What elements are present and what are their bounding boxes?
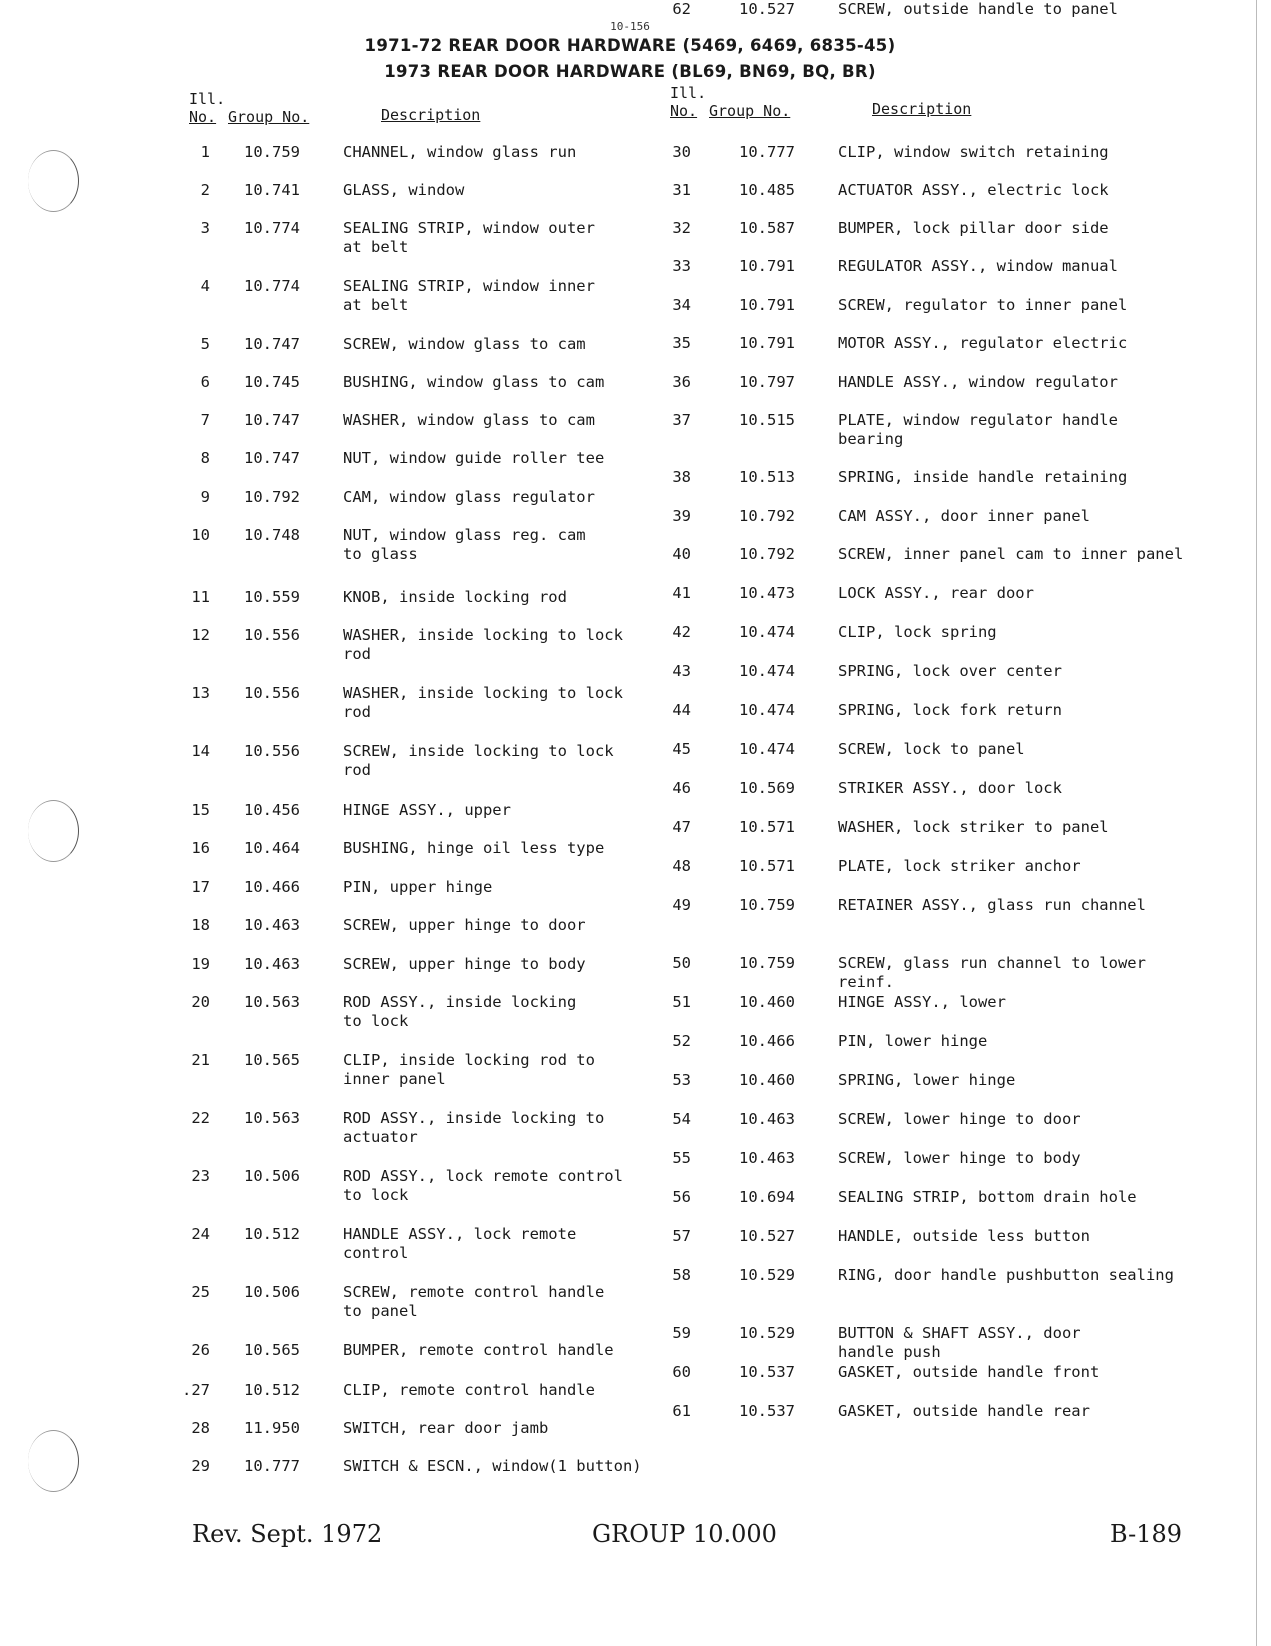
ill-number: 24 [191, 1225, 210, 1243]
part-description: BUTTON & SHAFT ASSY., door handle push [838, 1324, 1081, 1361]
part-description: CHANNEL, window glass run [343, 143, 577, 161]
punch-hole-top [28, 150, 79, 212]
part-description: SWITCH, rear door jamb [343, 1419, 549, 1437]
ill-no-header: No. [189, 108, 217, 126]
part-description: SPRING, lock over center [838, 662, 1062, 680]
group-number: 10.565 [244, 1341, 300, 1359]
group-number: 10.485 [739, 181, 795, 199]
ill-number: 8 [200, 449, 210, 467]
part-description: HANDLE, outside less button [838, 1227, 1090, 1245]
group-number: 10.791 [739, 296, 795, 314]
group-number: 10.745 [244, 373, 300, 391]
group-number: 10.460 [739, 1071, 795, 1089]
group-number: 10.759 [244, 143, 300, 161]
ill-header-line1-right: Ill. [670, 84, 707, 102]
ill-number: 13 [191, 684, 210, 702]
ill-number: 18 [191, 916, 210, 934]
group-number: 10.571 [739, 818, 795, 836]
group-number: 10.777 [739, 143, 795, 161]
part-description: HINGE ASSY., upper [343, 801, 511, 819]
group-number: 10.791 [739, 334, 795, 352]
part-description: SEALING STRIP, window outer at belt [343, 219, 595, 256]
part-description: SPRING, inside handle retaining [838, 468, 1128, 486]
part-description: WASHER, lock striker to panel [838, 818, 1109, 836]
ill-number: 31 [672, 181, 691, 199]
part-description: SPRING, lower hinge [838, 1071, 1016, 1089]
group-number: 10.556 [244, 626, 300, 644]
ill-number: 22 [191, 1109, 210, 1127]
part-description: BUMPER, lock pillar door side [838, 219, 1109, 237]
ill-number: 35 [672, 334, 691, 352]
part-description: SCREW, lower hinge to body [838, 1149, 1081, 1167]
part-description: SCREW, lower hinge to door [838, 1110, 1081, 1128]
part-description: SCREW, inner panel cam to inner panel [838, 545, 1184, 563]
group-number: 10.464 [244, 839, 300, 857]
ill-number: 47 [672, 818, 691, 836]
punch-hole-bottom [28, 1430, 79, 1492]
group-number: 10.515 [739, 411, 795, 429]
group-number: 10.512 [244, 1225, 300, 1243]
group-no-header-right: Group No. [709, 102, 791, 120]
ill-number: 54 [672, 1110, 691, 1128]
ill-number: 50 [672, 954, 691, 972]
group-no-header: Group No. [228, 108, 310, 126]
ill-number: 12 [191, 626, 210, 644]
ill-number: 44 [672, 701, 691, 719]
ill-number: 5 [200, 335, 210, 353]
part-description: SCREW, upper hinge to body [343, 955, 586, 973]
group-number: 10.792 [244, 488, 300, 506]
ill-number: 55 [672, 1149, 691, 1167]
ill-number: 58 [672, 1266, 691, 1284]
part-description: SWITCH & ESCN., window(1 button) [343, 1457, 642, 1475]
ill-number: 14 [191, 742, 210, 760]
ill-number: 49 [672, 896, 691, 914]
group-number: 10.460 [739, 993, 795, 1011]
group-number: 10.506 [244, 1283, 300, 1301]
part-description: STRIKER ASSY., door lock [838, 779, 1062, 797]
part-description: ACTUATOR ASSY., electric lock [838, 181, 1109, 199]
part-description: CLIP, window switch retaining [838, 143, 1109, 161]
part-description: PLATE, window regulator handle bearing [838, 411, 1118, 448]
group-number: 10.748 [244, 526, 300, 544]
group-number: 10.774 [244, 277, 300, 295]
ill-number: 21 [191, 1051, 210, 1069]
group-number: 10.559 [244, 588, 300, 606]
ill-number: 30 [672, 143, 691, 161]
ill-number: 38 [672, 468, 691, 486]
group-number: 10.463 [739, 1149, 795, 1167]
group-number: 10.792 [739, 507, 795, 525]
group-number: 10.513 [739, 468, 795, 486]
group-number: 10.474 [739, 701, 795, 719]
part-description: CLIP, lock spring [838, 623, 997, 641]
ill-number: 48 [672, 857, 691, 875]
part-description: MOTOR ASSY., regulator electric [838, 334, 1128, 352]
ill-number: 20 [191, 993, 210, 1011]
group-number: 10.563 [244, 1109, 300, 1127]
ill-number: 6 [200, 373, 210, 391]
ill-number: 43 [672, 662, 691, 680]
footer-group: GROUP 10.000 [592, 1520, 777, 1548]
part-description: SCREW, window glass to cam [343, 335, 586, 353]
part-description: WASHER, inside locking to lock rod [343, 626, 623, 663]
ill-number: 40 [672, 545, 691, 563]
group-number: 10.529 [739, 1266, 795, 1284]
part-description: BUMPER, remote control handle [343, 1341, 614, 1359]
part-description: SCREW, lock to panel [838, 740, 1025, 758]
group-number: 10.797 [739, 373, 795, 391]
group-number: 10.527 [739, 0, 795, 18]
part-description: BUSHING, hinge oil less type [343, 839, 605, 857]
group-number: 10.569 [739, 779, 795, 797]
group-number: 10.537 [739, 1402, 795, 1420]
group-number: 11.950 [244, 1419, 300, 1437]
ill-number: 62 [672, 0, 691, 18]
part-description: HINGE ASSY., lower [838, 993, 1006, 1011]
part-description: GASKET, outside handle front [838, 1363, 1100, 1381]
ill-number: 57 [672, 1227, 691, 1245]
ill-number: 28 [191, 1419, 210, 1437]
ill-number: 51 [672, 993, 691, 1011]
part-description: RETAINER ASSY., glass run channel [838, 896, 1146, 914]
group-number: 10.527 [739, 1227, 795, 1245]
part-description: CLIP, inside locking rod to inner panel [343, 1051, 595, 1088]
ill-number: 9 [200, 488, 210, 506]
ill-number: 19 [191, 955, 210, 973]
ill-number: 60 [672, 1363, 691, 1381]
group-number: 10.747 [244, 335, 300, 353]
ill-number: 39 [672, 507, 691, 525]
group-number: 10.694 [739, 1188, 795, 1206]
part-description: SCREW, upper hinge to door [343, 916, 586, 934]
group-number: 10.759 [739, 896, 795, 914]
group-number: 10.571 [739, 857, 795, 875]
ill-header-line1: Ill. [189, 90, 226, 108]
group-number: 10.466 [739, 1032, 795, 1050]
footer-revision: Rev. Sept. 1972 [192, 1520, 383, 1548]
ill-number: 32 [672, 219, 691, 237]
part-description: SCREW, regulator to inner panel [838, 296, 1128, 314]
part-description: SPRING, lock fork return [838, 701, 1062, 719]
ill-number: 1 [200, 143, 210, 161]
group-number: 10.565 [244, 1051, 300, 1069]
group-number: 10.456 [244, 801, 300, 819]
group-number: 10.537 [739, 1363, 795, 1381]
ill-number: 52 [672, 1032, 691, 1050]
part-description: GASKET, outside handle rear [838, 1402, 1090, 1420]
group-number: 10.463 [244, 916, 300, 934]
group-number: 10.759 [739, 954, 795, 972]
part-description: LOCK ASSY., rear door [838, 584, 1034, 602]
ill-number: 41 [672, 584, 691, 602]
part-description: GLASS, window [343, 181, 465, 199]
part-description: SCREW, inside locking to lock rod [343, 742, 614, 779]
part-description: SCREW, outside handle to panel [838, 0, 1118, 18]
ill-number: 56 [672, 1188, 691, 1206]
group-number: 10.474 [739, 662, 795, 680]
ill-number: 42 [672, 623, 691, 641]
part-description: SEALING STRIP, window inner at belt [343, 277, 595, 314]
part-description: CAM ASSY., door inner panel [838, 507, 1090, 525]
group-number: 10.529 [739, 1324, 795, 1342]
part-description: CAM, window glass regulator [343, 488, 595, 506]
page-reference: 10-156 [610, 20, 650, 33]
description-header-right: Description [872, 100, 972, 118]
ill-number: 29 [191, 1457, 210, 1475]
group-number: 10.774 [244, 219, 300, 237]
ill-number: 34 [672, 296, 691, 314]
ill-number: 16 [191, 839, 210, 857]
ill-number: 25 [191, 1283, 210, 1301]
group-number: 10.474 [739, 740, 795, 758]
part-description: ROD ASSY., lock remote control to lock [343, 1167, 623, 1204]
group-number: 10.741 [244, 181, 300, 199]
group-number: 10.556 [244, 684, 300, 702]
part-description: PIN, upper hinge [343, 878, 493, 896]
punch-hole-middle [28, 800, 79, 862]
part-description: SCREW, remote control handle to panel [343, 1283, 605, 1320]
part-description: WASHER, inside locking to lock rod [343, 684, 623, 721]
group-number: 10.463 [739, 1110, 795, 1128]
page-title-line2: 1973 REAR DOOR HARDWARE (BL69, BN69, BQ, BR) [384, 62, 876, 81]
description-header: Description [381, 106, 481, 124]
group-number: 10.512 [244, 1381, 300, 1399]
group-number: 10.777 [244, 1457, 300, 1475]
ill-number: 45 [672, 740, 691, 758]
part-description: PLATE, lock striker anchor [838, 857, 1081, 875]
group-number: 10.747 [244, 449, 300, 467]
ill-number: 61 [672, 1402, 691, 1420]
binding-edge-line [1256, 0, 1257, 1646]
part-description: HANDLE ASSY., window regulator [838, 373, 1118, 391]
part-description: NUT, window glass reg. cam to glass [343, 526, 586, 563]
ill-number: 53 [672, 1071, 691, 1089]
part-description: WASHER, window glass to cam [343, 411, 595, 429]
part-description: BUSHING, window glass to cam [343, 373, 605, 391]
ill-number: 4 [200, 277, 210, 295]
ill-number: 26 [191, 1341, 210, 1359]
group-number: 10.506 [244, 1167, 300, 1185]
part-description: SCREW, glass run channel to lower reinf. [838, 954, 1146, 991]
ill-number: 11 [191, 588, 210, 606]
group-number: 10.563 [244, 993, 300, 1011]
ill-number: 46 [672, 779, 691, 797]
ill-number: 15 [191, 801, 210, 819]
footer-page-number: B-189 [1110, 1520, 1182, 1548]
part-description: CLIP, remote control handle [343, 1381, 595, 1399]
group-number: 10.466 [244, 878, 300, 896]
group-number: 10.747 [244, 411, 300, 429]
part-description: KNOB, inside locking rod [343, 588, 567, 606]
ill-number: 33 [672, 257, 691, 275]
ill-number: 17 [191, 878, 210, 896]
group-number: 10.474 [739, 623, 795, 641]
ill-number: .27 [182, 1381, 210, 1399]
part-description: REGULATOR ASSY., window manual [838, 257, 1118, 275]
ill-number: 10 [191, 526, 210, 544]
ill-number: 59 [672, 1324, 691, 1342]
group-number: 10.587 [739, 219, 795, 237]
part-description: RING, door handle pushbutton sealing [838, 1266, 1174, 1284]
ill-no-header-right: No. [670, 102, 698, 120]
group-number: 10.463 [244, 955, 300, 973]
ill-number: 2 [200, 181, 210, 199]
group-number: 10.792 [739, 545, 795, 563]
part-description: SEALING STRIP, bottom drain hole [838, 1188, 1137, 1206]
ill-number: 3 [200, 219, 210, 237]
group-number: 10.556 [244, 742, 300, 760]
part-description: PIN, lower hinge [838, 1032, 988, 1050]
part-description: NUT, window guide roller tee [343, 449, 605, 467]
page-title-line1: 1971-72 REAR DOOR HARDWARE (5469, 6469, 6835-45) [364, 36, 896, 55]
ill-number: 23 [191, 1167, 210, 1185]
group-number: 10.791 [739, 257, 795, 275]
part-description: ROD ASSY., inside locking to lock [343, 993, 577, 1030]
ill-number: 7 [200, 411, 210, 429]
ill-number: 37 [672, 411, 691, 429]
part-description: HANDLE ASSY., lock remote control [343, 1225, 577, 1262]
ill-number: 36 [672, 373, 691, 391]
part-description: ROD ASSY., inside locking to actuator [343, 1109, 605, 1146]
group-number: 10.473 [739, 584, 795, 602]
